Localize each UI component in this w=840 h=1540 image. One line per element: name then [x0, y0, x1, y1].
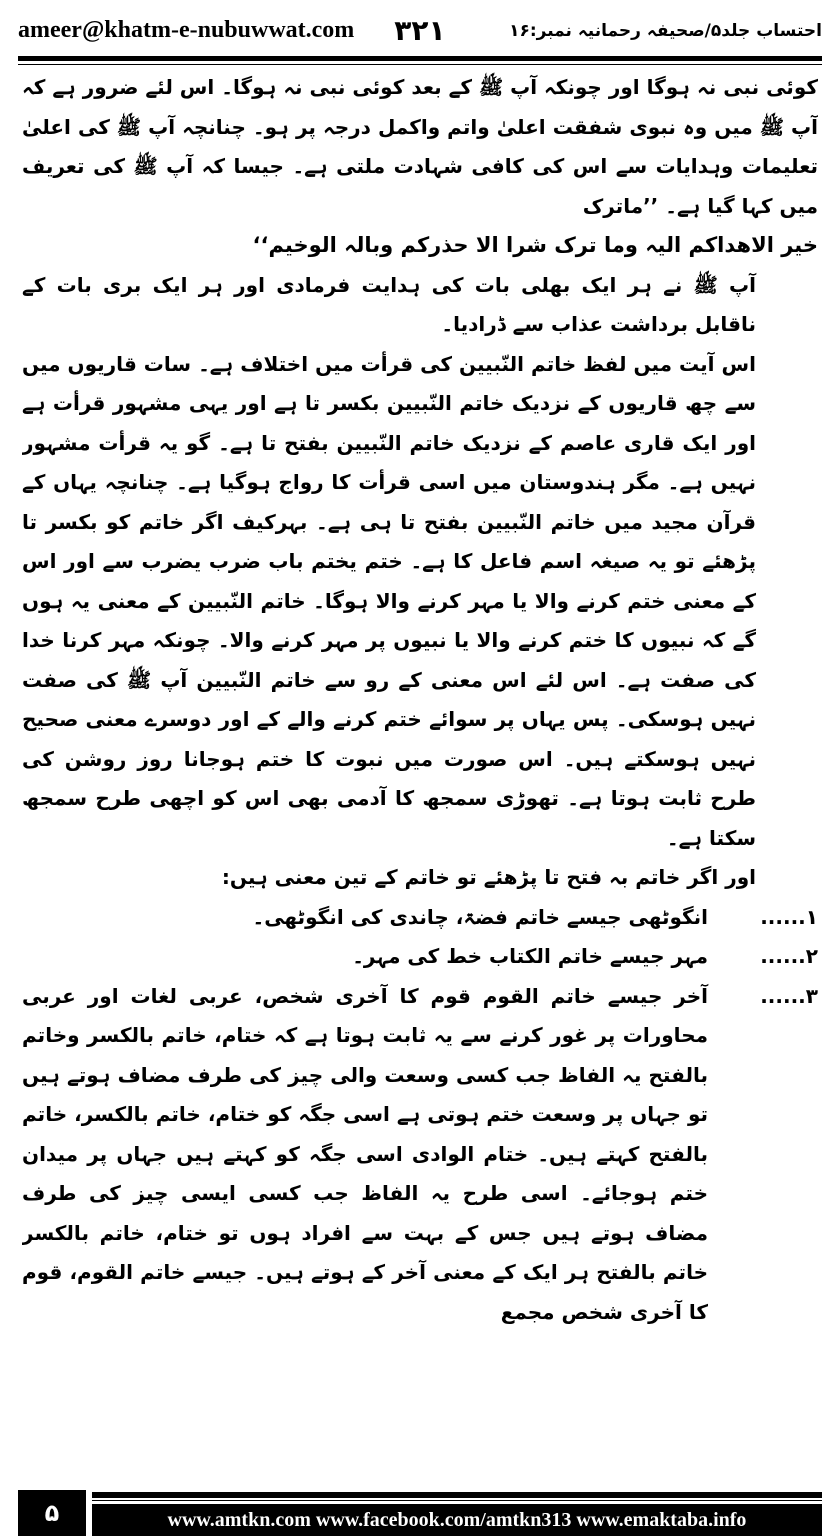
list-text: آخر جیسے خاتم القوم قوم کا آخری شخص، عربی لغات اور عربی محاورات پر غور کرنے سے یہ ثابت ہوتا ہے کہ ختام، خاتم بالکسر وخاتم بالفتح یہ الفاظ جب کسی وسعت والی چیز کی طرف مضاف ہوتے ہیں تو جہاں پر وسعت ختم ہوتی ہے اسی جگہ کو ختام، خاتم بالکسر، خاتم بالفتح کہتے ہیں۔ ختام الوادی اسی جگہ کو کہتے ہیں جہاں پر میدان ختم ہوجائے۔ اسی طرح یہ الفاظ جب کسی ایسی چیز کی طرف مضاف ہوتے ہیں جس کے بہت سے افراد ہوں تو ختام، خاتم بالکسر خاتم بالفتح ہر ایک کے معنی آخر کے ہوتے ہیں۔ جیسے خاتم القوم، قوم کا آخری شخص مجمع [22, 983, 708, 1324]
footer-rule-thin [92, 1500, 822, 1501]
footer-links[interactable]: www.amtkn.com www.facebook.com/amtkn313 www.emaktaba.info [92, 1504, 822, 1536]
list-number: ۳...... [760, 983, 818, 1008]
list-text: انگوٹھی جیسے خاتم فضۃ، چاندی کی انگوٹھی۔ [252, 904, 708, 929]
page-header [18, 8, 822, 52]
footer-rule [92, 1492, 822, 1498]
footer-page-number: ۵ [18, 1490, 86, 1536]
header-rule-thin [18, 64, 822, 65]
paragraph-2: آپ ﷺ نے ہر ایک بھلی بات کی ہدایت فرمادی اور ہر ایک بری بات کے ناقابل برداشت عذاب سے ڈرادیا۔ [22, 272, 756, 336]
list-item [22, 898, 818, 938]
page-number: ۳۲۱ [394, 13, 446, 47]
paragraph-1: کوئی نبی نہ ہوگا اور چونکہ آپ ﷺ کے بعد کوئی نبی نہ ہوگا۔ اس لئے ضرور ہے کہ آپ ﷺ میں وہ نبوی شفقت اعلیٰ واتم واکمل درجہ پر ہو۔ چنانچہ آپ ﷺ کی اعلیٰ تعلیمات وہدایات سے اس کی کافی شہادت ملتی ہے۔ جیسا کہ آپ ﷺ کی تعریف میں کہا گیا ہے۔ ’’ماترک [22, 75, 818, 218]
header-left [18, 14, 446, 47]
list-item [22, 937, 818, 977]
page-body [22, 68, 818, 1448]
arabic-quote: خیر الاھداکم الیہ وما ترک شرا الا حذرکم وبالہ الوخیم‘‘ [252, 233, 818, 257]
paragraph-3: اس آیت میں لفظ خاتم النّبیین کی قرأت میں اختلاف ہے۔ سات قاریوں میں سے چھ قاریوں کے نزدیک خاتم النّبیین بکسر تا ہے اور یہی مشہور قرأت ہے اور ایک قاری عاصم کے نزدیک خاتم النّبیین بفتح تا ہے۔ گو یہ قرأت مشہور نہیں ہے۔ مگر ہندوستان میں اسی قرأت کا رواج ہوگیا ہے۔ چنانچہ یہاں کے قرآن مجید میں خاتم النّبیین بفتح تا ہی ہے۔ بہرکیف اگر خاتم کو بکسر تا پڑھئے تو یہ صیغہ اسم فاعل کا ہے۔ ختم یختم باب ضرب یضرب سے اور اس کے معنی ختم کرنے والا یا مہر کرنے والا ہوگا۔ خاتم النّبیین کے معنی یہ ہوں گے کہ نبیوں کا ختم کرنے والا یا نبیوں پر مہر کرنے والا۔ چونکہ مہر کرنا خدا کی صفت ہے۔ اس لئے اس معنی کے رو سے خاتم النّبیین آپ ﷺ کی صفت نہیں ہوسکی۔ پس یہاں پر سوائے ختم کرنے والے کے اور دوسرے معنی صحیح نہیں ہوسکتے ہیں۔ اس صورت میں نبوت کا ختم ہوجانا روز روشن کی طرح ثابت ہوتا ہے۔ تھوڑی سمجھ کا آدمی بھی اس کو اچھی طرح سمجھ سکتا ہے۔ [22, 351, 757, 850]
list-number: ۱...... [760, 904, 818, 929]
book-title: احتساب جلد۵/صحیفہ رحمانیہ نمبر:۱۶ [509, 20, 822, 41]
header-email[interactable]: ameer@khatm-e-nubuwwat.com [18, 16, 355, 43]
list-item [22, 977, 818, 1333]
list-text: مہر جیسے خاتم الکتاب خط کی مہر۔ [352, 944, 708, 968]
header-rule [18, 56, 822, 61]
paragraph-4: اور اگر خاتم بہ فتح تا پڑھئے تو خاتم کے تین معنی ہیں: [221, 865, 756, 889]
list-number: ۲...... [760, 944, 818, 968]
